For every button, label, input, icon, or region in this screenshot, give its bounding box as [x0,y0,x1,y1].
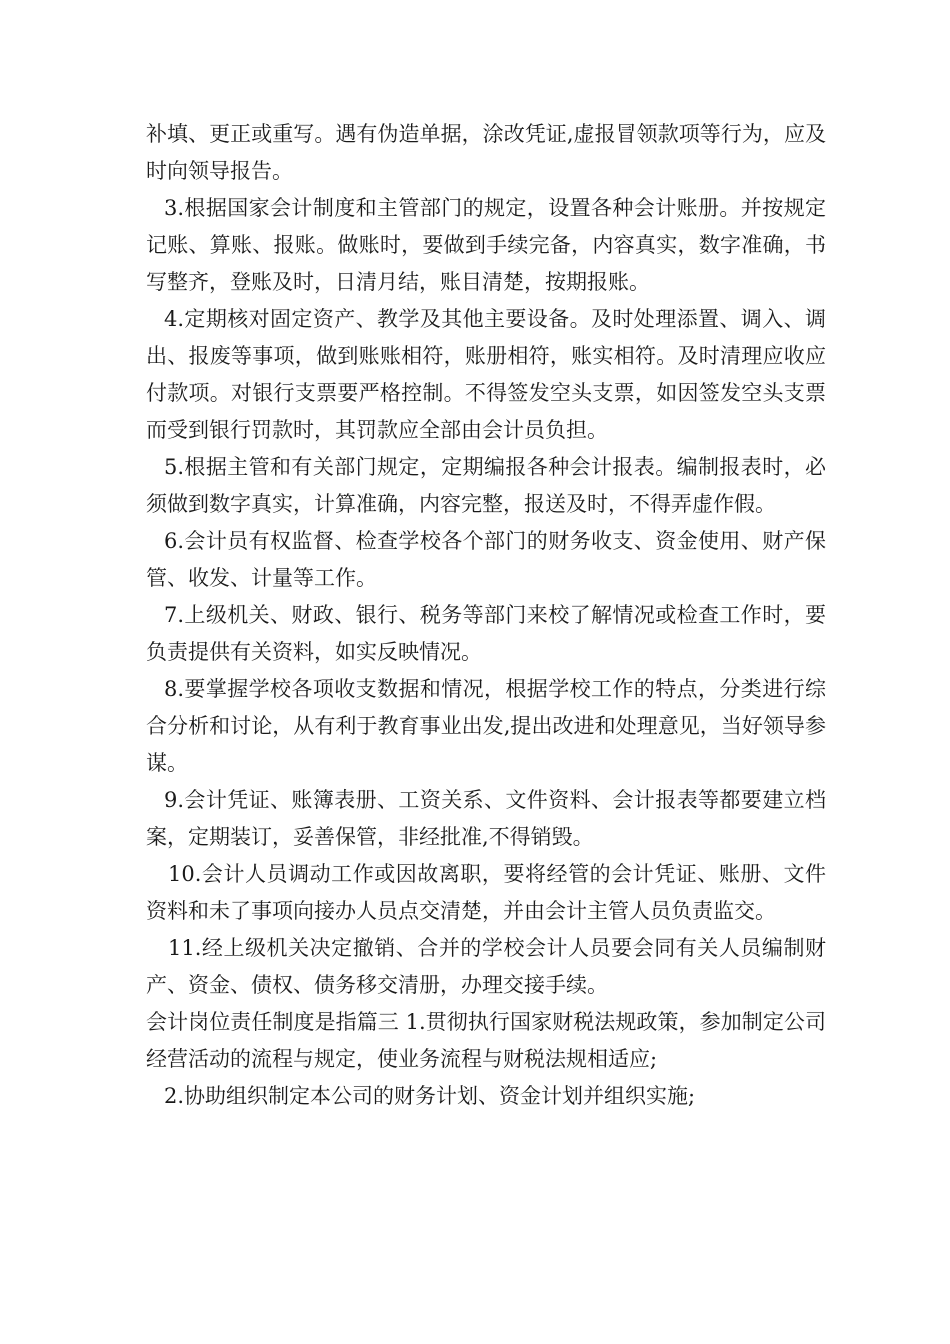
paragraph-continuation: 补填、更正或重写。遇有伪造单据，涂改凭证,虚报冒领款项等行为，应及时向领导报告。 [146,122,826,183]
paragraph-item-5: 5.根据主管和有关部门规定，定期编报各种会计报表。编制报表时，必须做到数字真实，计算准确，内容完整，报送及时，不得弄虚作假。 [146,455,826,516]
paragraph-item-8: 8.要掌握学校各项收支数据和情况，根据学校工作的特点，分类进行综合分析和讨论，从有利于教育事业出发,提出改进和处理意见，当好领导参谋。 [146,677,826,775]
section-spacer [399,1010,406,1034]
paragraph-item-4: 4.定期核对固定资产、教学及其他主要设备。及时处理添置、调入、调出、报废等事项，做到账账相符，账册相符，账实相符。及时清理应收应付款项。对银行支票要严格控制。不得签发空头支票，如因签发空头支票而受到银行罚款时，其罚款应全部由会计员负担。 [146,307,826,442]
paragraph-item-11: 11.经上级机关决定撤销、合并的学校会计人员要会同有关人员编制财产、资金、债权、债务移交清册，办理交接手续。 [146,936,826,997]
paragraph-item-6: 6.会计员有权监督、检查学校各个部门的财务收支、资金使用、财产保管、收发、计量等工作。 [146,529,826,590]
paragraph-item-7: 7.上级机关、财政、银行、税务等部门来校了解情况或检查工作时，要负责提供有关资料，如实反映情况。 [146,603,826,664]
section-item-2: 2.协助组织制定本公司的财务计划、资金计划并组织实施; [164,1084,696,1108]
section-three-paragraph [146,1004,826,1078]
paragraph-item-10: 10.会计人员调动工作或因故离职，要将经管的会计凭证、账册、文件资料和未了事项向接办人员点交清楚，并由会计主管人员负责监交。 [146,862,826,923]
section-title: 会计岗位责任制度是指篇三 [146,1010,399,1034]
paragraph-item-3: 3.根据国家会计制度和主管部门的规定，设置各种会计账册。并按规定记账、算账、报账。做账时，要做到手续完备，内容真实，数字准确，书写整齐，登账及时，日清月结，账目清楚，按期报账。 [146,196,826,294]
paragraph-item-9: 9.会计凭证、账簿表册、工资关系、文件资料、会计报表等都要建立档案，定期装订，妥善保管，非经批准,不得销毁。 [146,788,826,849]
section-item-1: 1.贯彻执行国家财税法规政策，参加制定公司经营活动的流程与规定，使业务流程与财税法规相适应; [146,1010,826,1071]
document-body [146,116,826,1115]
